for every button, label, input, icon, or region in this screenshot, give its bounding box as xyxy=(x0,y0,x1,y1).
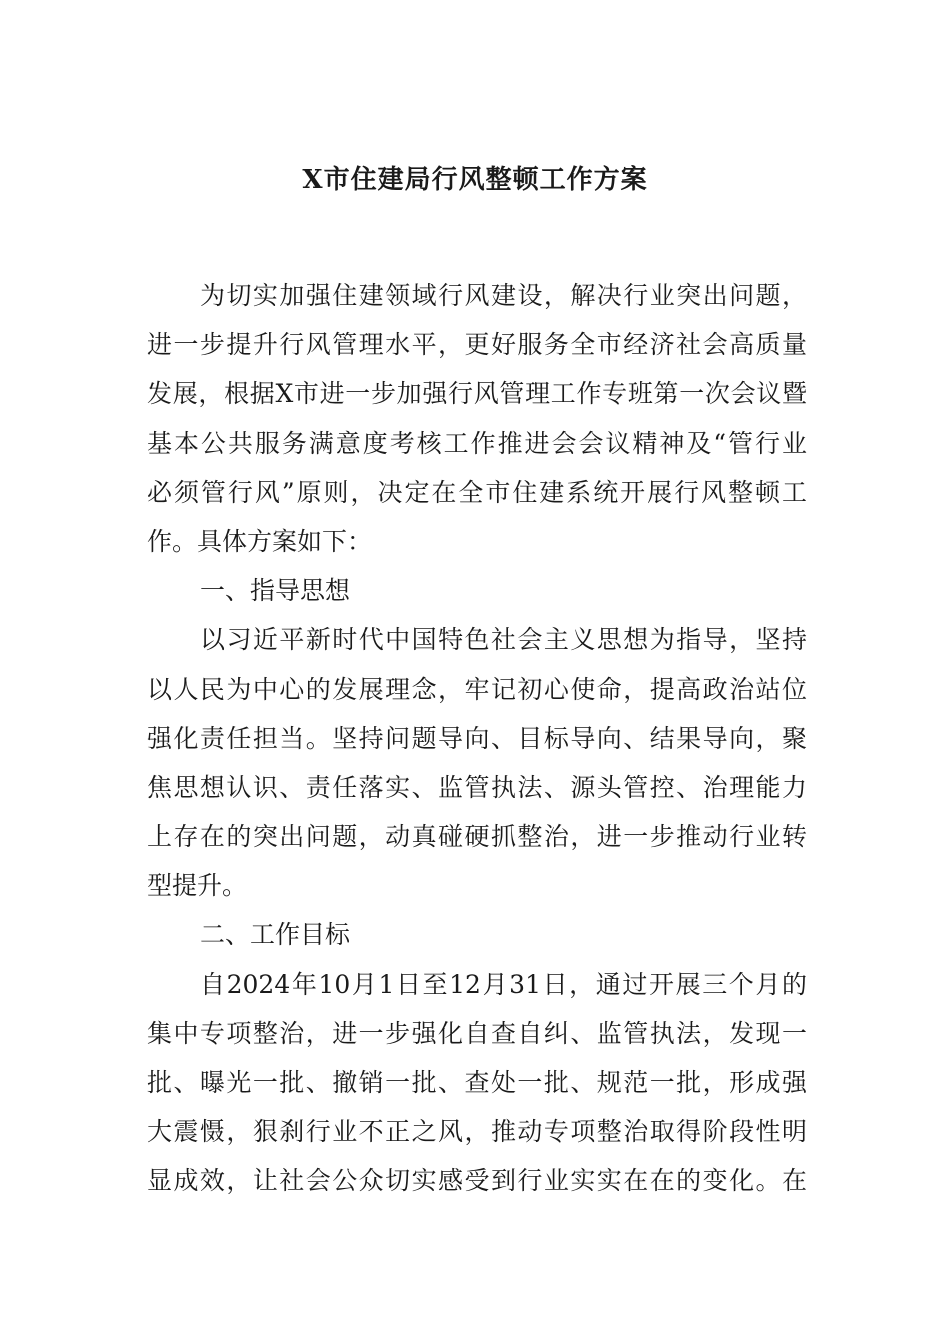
paragraph-guiding-thought xyxy=(147,615,807,910)
text-line: 为切实加强住建领域行风建设，解决行业突出问题， xyxy=(200,281,807,310)
text-line: 必须管行风”原则，决定在全市住建系统开展行风整顿工 xyxy=(147,477,807,507)
text-line: 大震慑，狠刹行业不正之风，推动专项整治取得阶段性明 xyxy=(147,1117,807,1147)
text-line: 批、曝光一批、撤销一批、查处一批、规范一批，形成强 xyxy=(147,1068,807,1097)
text-line: 作。具体方案如下： xyxy=(147,526,373,556)
section-heading-work-goal xyxy=(147,910,807,959)
text-line: 焦思想认识、责任落实、监管执法、源头管控、治理能力 xyxy=(147,772,807,802)
text-line: 以人民为中心的发展理念，牢记初心使命，提高政治站位 xyxy=(147,674,807,704)
paragraph-intro xyxy=(147,271,807,566)
text-line: 自2024年10月1日至12月31日，通过开展三个月的 xyxy=(200,969,807,999)
text-line: 强化责任担当。坚持问题导向、目标导向、结果导向，聚 xyxy=(147,723,807,753)
text-line: 以习近平新时代中国特色社会主义思想为指导，坚持 xyxy=(200,625,807,655)
paragraph-work-goal xyxy=(147,960,807,1206)
text-line: 基本公共服务满意度考核工作推进会会议精神及“管行业 xyxy=(147,428,807,458)
text-line: 集中专项整治，进一步强化自查自纠、监管执法，发现一 xyxy=(147,1018,807,1048)
text-line: 进一步提升行风管理水平，更好服务全市经济社会高质量 xyxy=(147,330,807,360)
section-heading: 二、工作目标 xyxy=(200,920,351,950)
text-line: 发展，根据X市进一步加强行风管理工作专班第一次会议暨 xyxy=(147,379,807,409)
section-heading: 一、指导思想 xyxy=(200,576,351,606)
text-line: 显成效，让社会公众切实感受到行业实实在在的变化。在 xyxy=(147,1166,807,1196)
document-title: X市住建局行风整顿工作方案 xyxy=(302,165,648,195)
section-heading-guiding-thought xyxy=(147,566,807,615)
text-line: 上存在的突出问题，动真碰硬抓整治，进一步推动行业转 xyxy=(147,822,807,852)
document-body xyxy=(147,271,807,1206)
text-line: 型提升。 xyxy=(147,871,248,901)
